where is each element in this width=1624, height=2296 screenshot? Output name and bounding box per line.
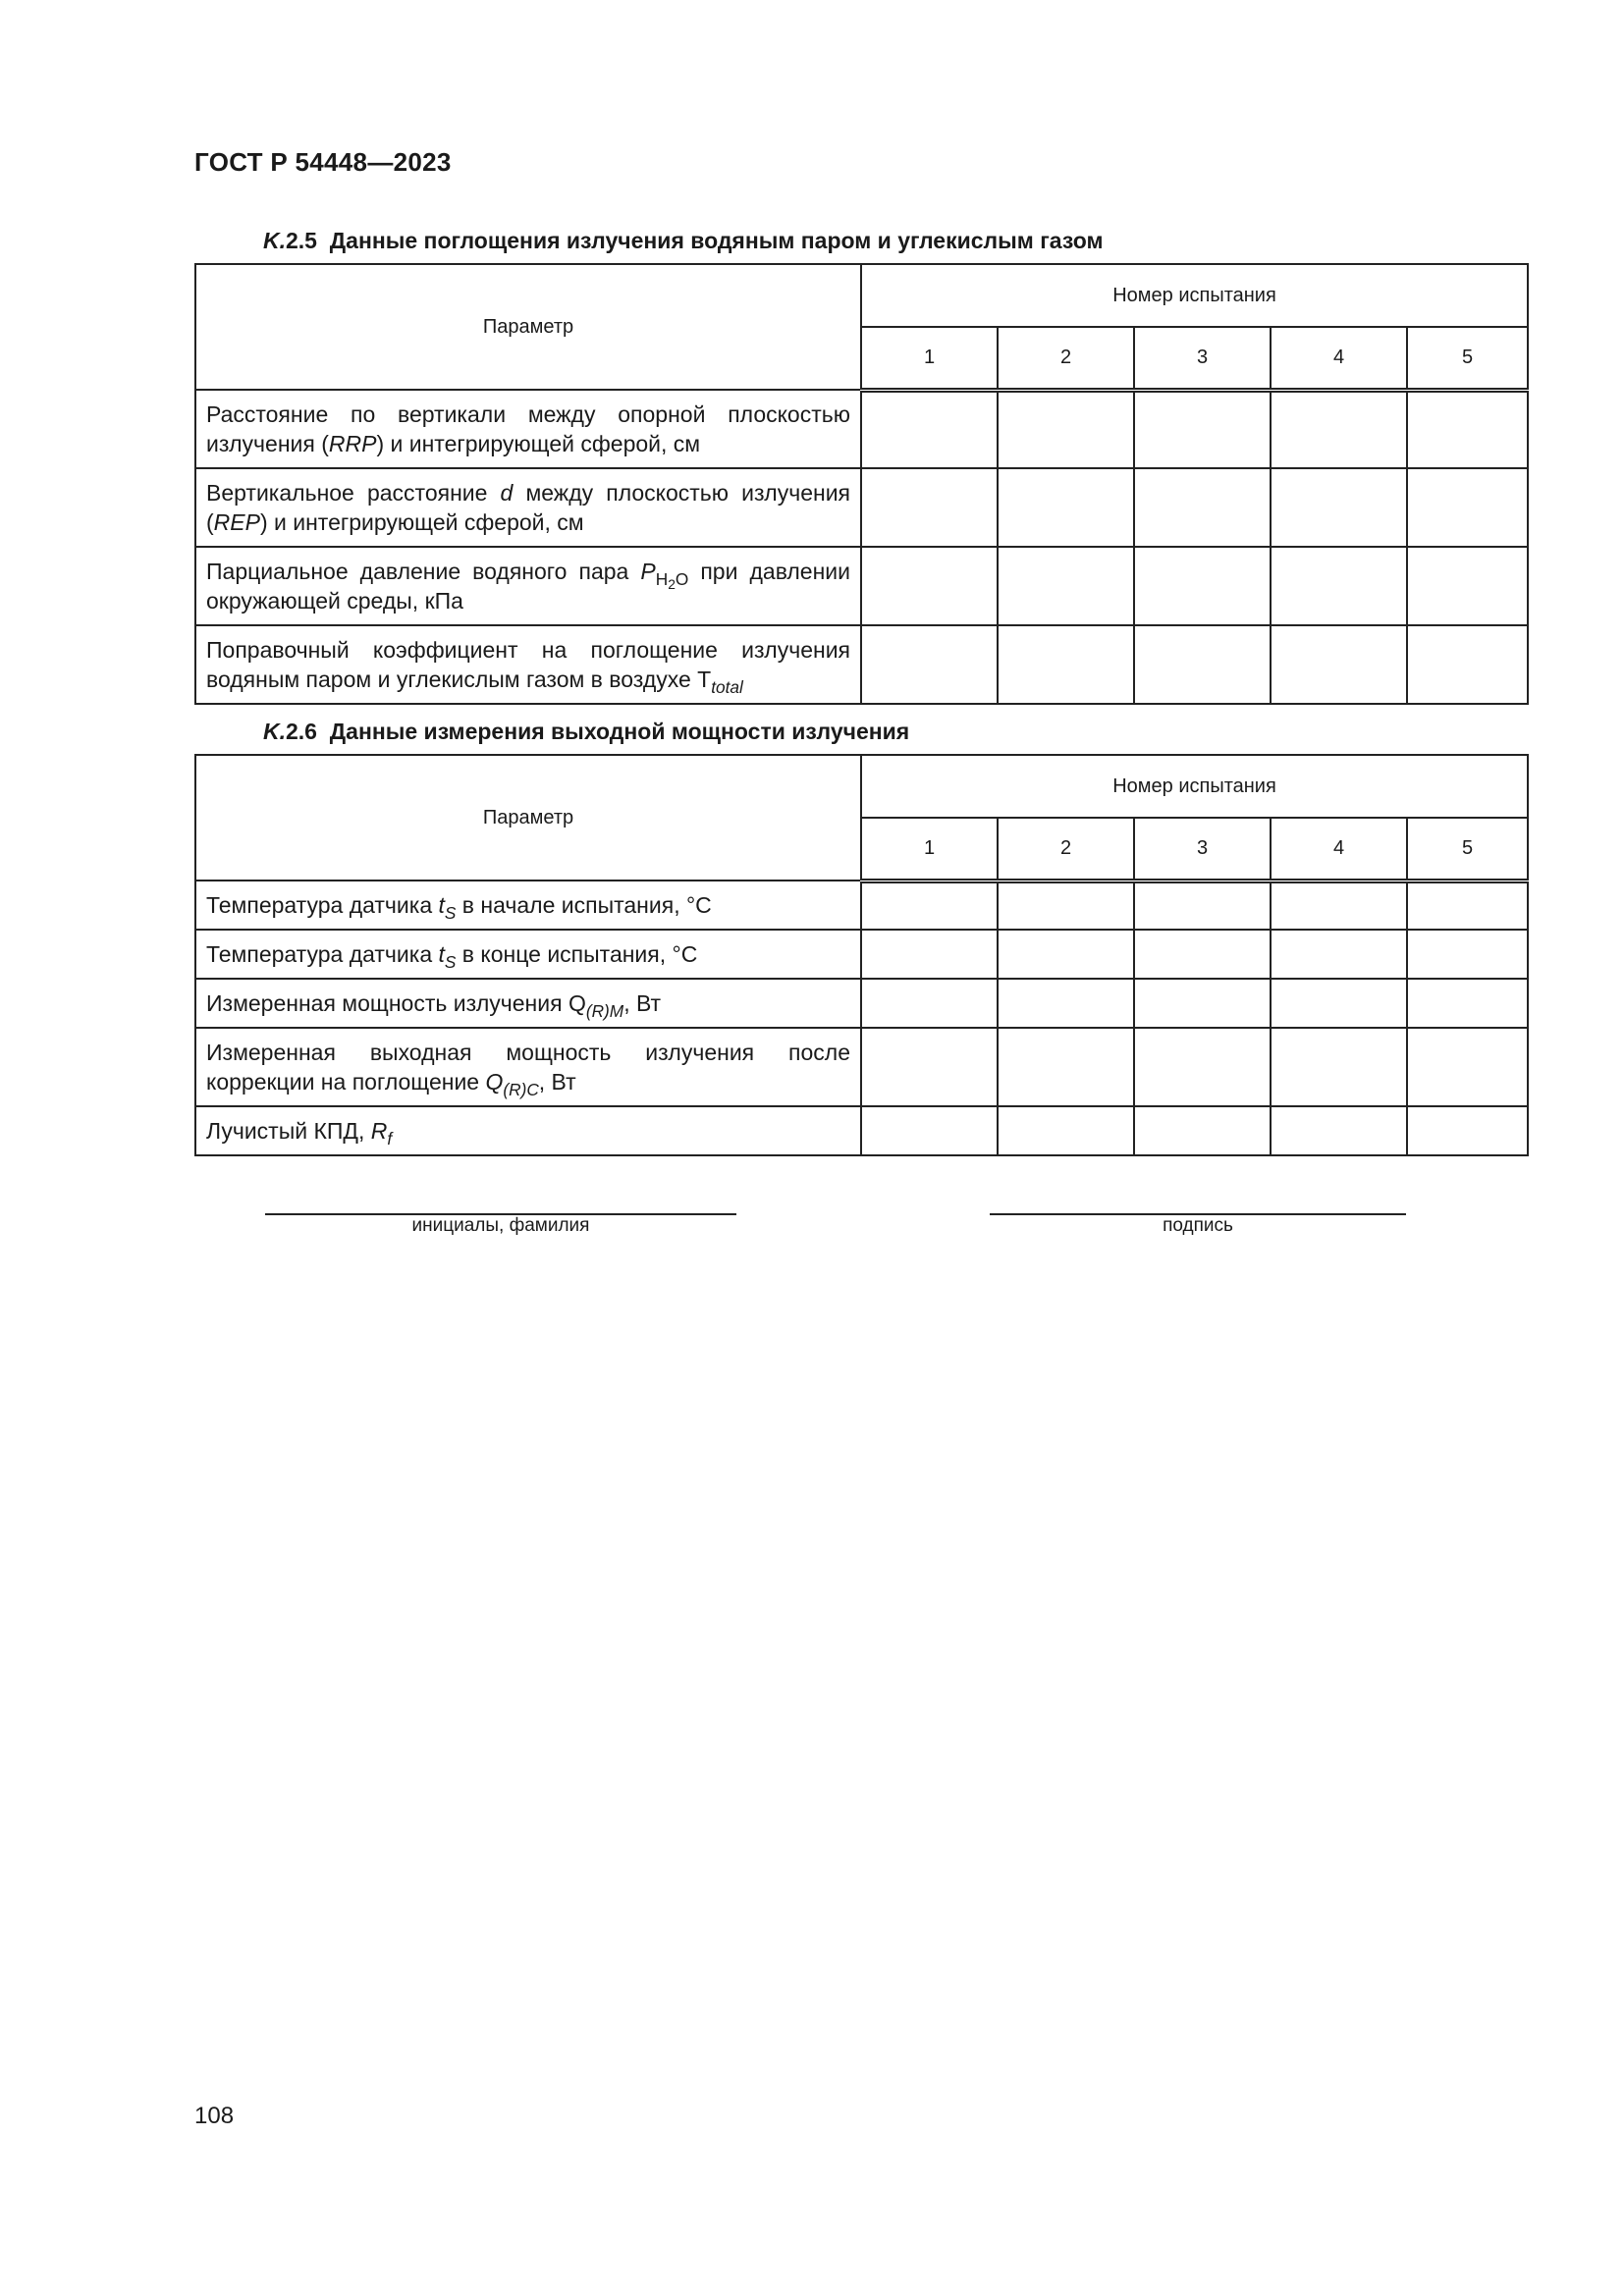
param-rep-distance: Вертикальное расстояние d между плоскостью излучения (REP) и интегрирующей сферой, см xyxy=(195,468,861,547)
output-power-table xyxy=(194,754,1529,1156)
value-cell[interactable] xyxy=(1271,1028,1407,1106)
table1-caption-letter: K. xyxy=(263,228,286,253)
absorption-table xyxy=(194,263,1529,705)
value-cell[interactable] xyxy=(861,1028,998,1106)
table1-caption-text: Данные поглощения излучения водяным паром и углекислым газом xyxy=(329,228,1104,253)
value-cell[interactable] xyxy=(1134,390,1271,468)
value-cell[interactable] xyxy=(998,1106,1134,1155)
table-row xyxy=(195,930,1528,979)
value-cell[interactable] xyxy=(1271,881,1407,930)
value-cell[interactable] xyxy=(998,390,1134,468)
table-row xyxy=(195,881,1528,930)
sign-label: подпись xyxy=(1163,1215,1233,1236)
value-cell[interactable] xyxy=(1407,547,1528,625)
value-cell[interactable] xyxy=(1407,468,1528,547)
table-row xyxy=(195,390,1528,468)
param-header: Параметр xyxy=(195,755,861,881)
test-col-3: 3 xyxy=(1134,327,1271,390)
param-water-vapour-pressure: Парциальное давление водяного пара $P_{H_2O}$ при давлении окружающей среды, кПа xyxy=(195,547,861,625)
value-cell[interactable] xyxy=(1407,979,1528,1028)
value-cell[interactable] xyxy=(1134,979,1271,1028)
value-cell[interactable] xyxy=(1271,390,1407,468)
value-cell[interactable] xyxy=(861,930,998,979)
test-number-header: Номер испытания xyxy=(861,755,1528,818)
test-number-header: Номер испытания xyxy=(861,264,1528,327)
table-row xyxy=(195,1028,1528,1106)
value-cell[interactable] xyxy=(1134,547,1271,625)
test-col-3: 3 xyxy=(1134,818,1271,881)
value-cell[interactable] xyxy=(1407,930,1528,979)
value-cell[interactable] xyxy=(1271,625,1407,704)
value-cell[interactable] xyxy=(1271,979,1407,1028)
param-corrected-output-power: Измеренная выходная мощность излучения после коррекции на поглощение $Q_{(R)C}$, Вт xyxy=(195,1028,861,1106)
value-cell[interactable] xyxy=(1134,468,1271,547)
value-cell[interactable] xyxy=(1407,625,1528,704)
table-row xyxy=(195,468,1528,547)
value-cell[interactable] xyxy=(861,1106,998,1155)
document-code: ГОСТ Р 54448—2023 xyxy=(194,147,452,177)
test-col-5: 5 xyxy=(1407,818,1528,881)
param-measured-radiant-power: Измеренная мощность излучения $Q_{(R)M}$, Вт xyxy=(195,979,861,1028)
param-rrp-distance: Расстояние по вертикали между опорной плоскостью излучения (RRP) и интегрирующей сферой, см xyxy=(195,390,861,468)
value-cell[interactable] xyxy=(1271,468,1407,547)
table2-caption-letter: K. xyxy=(263,719,286,744)
value-cell[interactable] xyxy=(1407,1106,1528,1155)
value-cell[interactable] xyxy=(861,390,998,468)
value-cell[interactable] xyxy=(1134,930,1271,979)
test-col-2: 2 xyxy=(998,818,1134,881)
value-cell[interactable] xyxy=(1134,1106,1271,1155)
param-correction-coefficient: Поправочный коэффициент на поглощение излучения водяным паром и углекислым газом в воздухе $T_{total}$ xyxy=(195,625,861,704)
test-col-1: 1 xyxy=(861,327,998,390)
table-row xyxy=(195,979,1528,1028)
value-cell[interactable] xyxy=(1271,547,1407,625)
value-cell[interactable] xyxy=(998,881,1134,930)
value-cell[interactable] xyxy=(1134,625,1271,704)
param-sensor-temp-start: Температура датчика $t_S$ в начале испытания, °С xyxy=(195,881,861,930)
value-cell[interactable] xyxy=(1134,1028,1271,1106)
value-cell[interactable] xyxy=(998,468,1134,547)
page-number: 108 xyxy=(194,2103,235,2129)
value-cell[interactable] xyxy=(998,930,1134,979)
table1-caption xyxy=(263,228,1103,254)
value-cell[interactable] xyxy=(998,547,1134,625)
value-cell[interactable] xyxy=(1271,930,1407,979)
table2-caption xyxy=(263,719,909,745)
table-row xyxy=(195,1106,1528,1155)
test-col-4: 4 xyxy=(1271,327,1407,390)
value-cell[interactable] xyxy=(861,881,998,930)
table1-caption-number: 2.5 xyxy=(286,228,317,253)
name-label: инициалы, фамилия xyxy=(411,1215,590,1236)
test-col-2: 2 xyxy=(998,327,1134,390)
test-col-1: 1 xyxy=(861,818,998,881)
value-cell[interactable] xyxy=(861,547,998,625)
value-cell[interactable] xyxy=(998,979,1134,1028)
value-cell[interactable] xyxy=(1134,881,1271,930)
table-row xyxy=(195,547,1528,625)
value-cell[interactable] xyxy=(1407,1028,1528,1106)
value-cell[interactable] xyxy=(998,625,1134,704)
value-cell[interactable] xyxy=(861,979,998,1028)
table2-caption-number: 2.6 xyxy=(286,719,317,744)
param-radiant-efficiency: Лучистый КПД, $R_f$ xyxy=(195,1106,861,1155)
value-cell[interactable] xyxy=(861,625,998,704)
value-cell[interactable] xyxy=(1407,881,1528,930)
test-col-5: 5 xyxy=(1407,327,1528,390)
value-cell[interactable] xyxy=(1407,390,1528,468)
param-sensor-temp-end: Температура датчика $t_S$ в конце испытания, °С xyxy=(195,930,861,979)
value-cell[interactable] xyxy=(1271,1106,1407,1155)
table-row xyxy=(195,625,1528,704)
value-cell[interactable] xyxy=(861,468,998,547)
value-cell[interactable] xyxy=(998,1028,1134,1106)
param-header: Параметр xyxy=(195,264,861,390)
table2-caption-text: Данные измерения выходной мощности излучения xyxy=(329,719,910,744)
test-col-4: 4 xyxy=(1271,818,1407,881)
